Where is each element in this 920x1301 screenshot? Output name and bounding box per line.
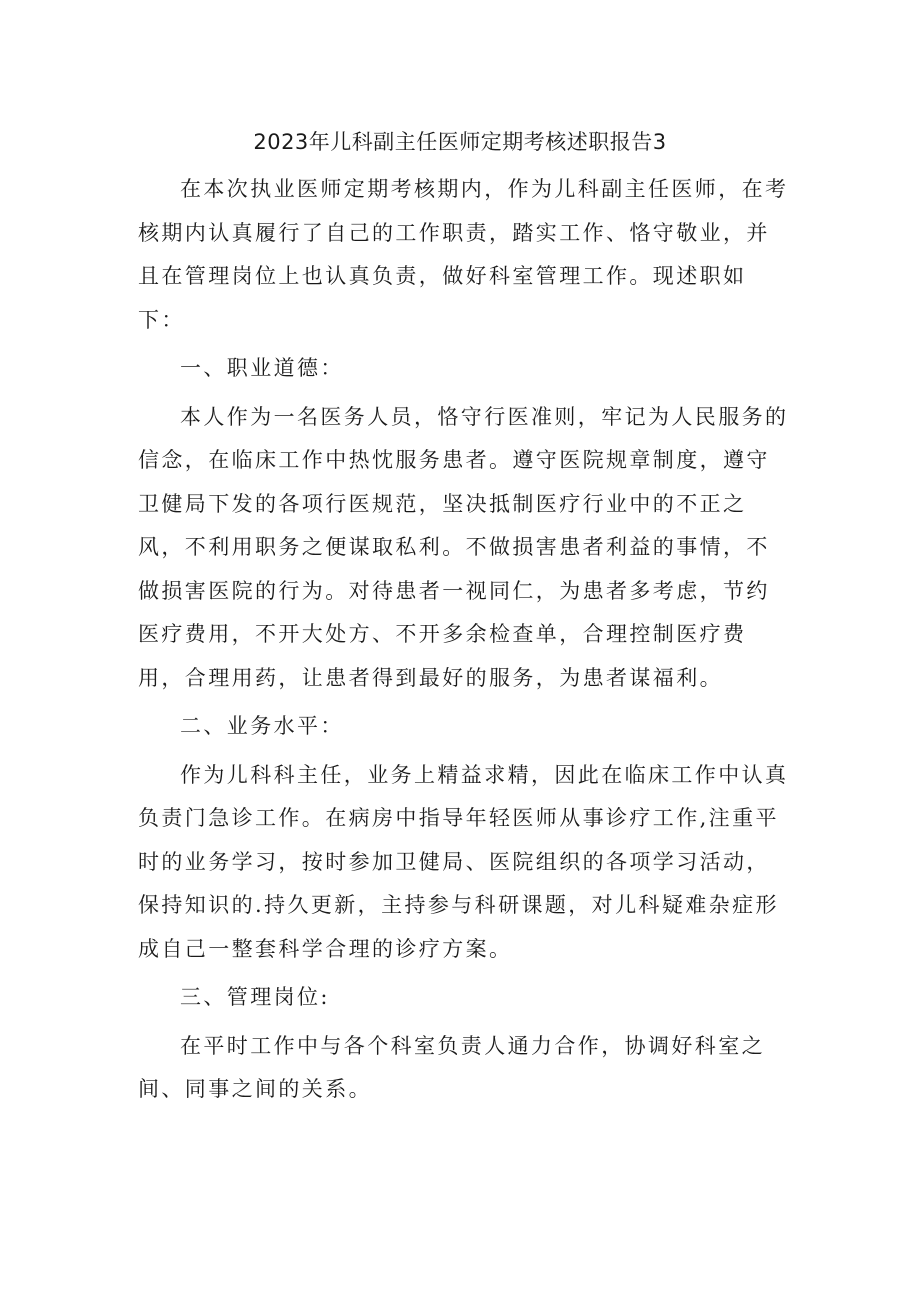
section-body-ethics: 本人作为一名医务人员，恪守行医准则，牢记为人民服务的信念，在临床工作中热忱服务患者。遵守医院规章制度，遵守卫健局下发的各项行医规范，坚决抵制医疗行业中的不正之风，不利用职务之便谋取私利。不做损害患者利益的事情，不做损害医院的行为。对待患者一视同仁，为患者多考虑，节约医疗费用，不开大处方、不开多余检查单，合理控制医疗费用，合理用药，让患者得到最好的服务，为患者谋福利。 <box>138 404 789 690</box>
section-body-management: 在平时工作中与各个科室负责人通力合作，协调好科室之间、同事之间的关系。 <box>138 1033 765 1101</box>
section-heading-management: 三、管理岗位: <box>180 985 330 1009</box>
section-body-skills: 作为儿科科主任，业务上精益求精，因此在临床工作中认真负责门急诊工作。在病房中指导年轻医师从事诊疗工作,注重平时的业务学习，按时参加卫健局、医院组织的各项学习活动，保持知识的.持久更新，主持参与科研课题，对儿科疑难杂症形成自己一整套科学合理的诊疗方案。 <box>138 762 789 961</box>
document-title: 2023年儿科副主任医师定期考核述职报告3 <box>253 130 667 154</box>
section-heading-skills: 二、业务水平： <box>180 714 344 738</box>
document-body <box>138 168 790 1117</box>
intro-paragraph: 在本次执业医师定期考核期内，作为儿科副主任医师，在考核期内认真履行了自己的工作职责，踏实工作、恪守敬业，并且在管理岗位上也认真负责，做好科室管理工作。现述职如下： <box>138 177 789 332</box>
section-heading-ethics: 一、职业道德： <box>180 356 344 380</box>
